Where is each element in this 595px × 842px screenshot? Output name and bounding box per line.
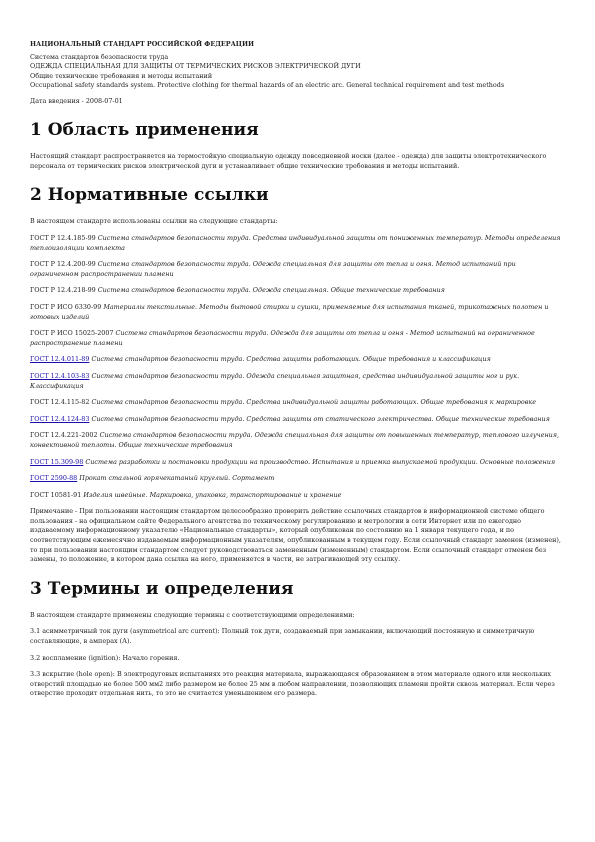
reference-code-link[interactable]: ГОСТ 12.4.124-83	[30, 414, 90, 423]
section-1-heading: 1 Область применения	[30, 120, 259, 141]
reference-item	[30, 398, 563, 408]
introduction-date: Дата введения - 2008-07-01	[30, 97, 123, 106]
reference-code-link[interactable]: ГОСТ 12.4.103-83	[30, 371, 90, 380]
document-header	[30, 40, 563, 106]
term-definition: 3.3 вскрытие (hole open): В электродуговых испытаниях это реакция материала, выражающаяся образованием в этом материале одного или нескольких отверстий площадью не более 500 мм2 либо размером не более 25 мм в любом направлении, позволяющих пламени пройти сквозь материал. Если через отверстие проходит отдельная нить, то это не считается уменьшением его размера.	[30, 670, 555, 698]
reference-item	[30, 415, 563, 425]
reference-title: Изделия швейные. Маркировка, упаковка, транспортирование и хранение	[83, 490, 342, 499]
reference-title: Прокат стальной горячекатаный круглый. Сортамент	[79, 474, 275, 483]
reference-item	[30, 431, 563, 450]
reference-item	[30, 458, 563, 468]
reference-title: Система стандартов безопасности труда. Средства индивидуальной защиты работающих. Общие требования к маркировке	[91, 398, 537, 407]
reference-code-link[interactable]: ГОСТ 12.4.011-89	[30, 355, 90, 364]
reference-code-link[interactable]: ГОСТ 15.309-98	[30, 457, 84, 466]
term-definition: 3.1 асимметричный ток дуги (asymmetrical arc current): Полный ток дуги, создаваемый при замыкании, включающий постоянную и симметричную составляющие, в амперах (А).	[30, 627, 535, 646]
reference-title: Система стандартов безопасности труда. Средства защиты от статического электричества. Общие технические требования	[91, 414, 550, 423]
reference-title: Система стандартов безопасности труда. Одежда специальная для защиты от тепла и огня. Метод испытаний при ограниченном распространении пламени	[30, 260, 516, 278]
section-2-heading: 2 Нормативные ссылки	[30, 185, 269, 206]
document-subtitle: Общие технические требования и методы испытаний	[30, 71, 213, 80]
standards-system-label: Система стандартов безопасности труда	[30, 53, 169, 62]
reference-item	[30, 474, 563, 484]
reference-list	[30, 234, 563, 500]
reference-item	[30, 234, 563, 253]
reference-code: ГОСТ 10581-91	[30, 490, 82, 499]
term-definition: 3.2 воспламение (ignition): Начало горения.	[30, 653, 180, 662]
section-3-intro: В настоящем стандарте применены следующие термины с соответствующими определениями:	[30, 610, 355, 619]
reference-item	[30, 260, 563, 279]
document-title: ОДЕЖДА СПЕЦИАЛЬНАЯ ДЛЯ ЗАЩИТЫ ОТ ТЕРМИЧЕСКИХ РИСКОВ ЭЛЕКТРИЧЕСКОЙ ДУГИ	[30, 62, 361, 71]
reference-title: Система стандартов безопасности труда. Средства защиты работающих. Общие требования и классификация	[91, 355, 491, 364]
reference-title: Система стандартов безопасности труда. Одежда специальная для защиты от повышенных температур, теплового излучения, конвективной теплоты. Общие технические требования	[30, 431, 560, 449]
reference-item	[30, 329, 563, 348]
reference-item	[30, 286, 563, 296]
english-title: Occupational safety standards system. Protective clothing for thermal hazards of an electric arc. General technical requirement and test methods	[30, 80, 505, 89]
section-2-intro: В настоящем стандарте использованы ссылки на следующие стандарты:	[30, 217, 278, 226]
reference-code: ГОСТ 12.4.221-2002	[30, 431, 98, 440]
reference-code-link[interactable]: ГОСТ 2590-88	[30, 474, 78, 483]
reference-code: ГОСТ Р 12.4.200-99	[30, 260, 96, 269]
reference-title: Система разработки и постановки продукции на производство. Испытания и приемка выпускаемой продукции. Основные положения	[85, 457, 556, 466]
section-1-body: Настоящий стандарт распространяется на термостойкую специальную одежду повседневной носки (далее - одежда) для защиты электротехнического персонала от термических рисков электрической дуги и устанавливает общие технические требования и методы испытаний.	[30, 152, 547, 170]
reference-title: Система стандартов безопасности труда. Средства индивидуальной защиты от пониженных температур. Методы определения теплоизоляции комплекта	[30, 234, 561, 252]
terms-list	[30, 627, 563, 699]
section-3-heading: 3 Термины и определения	[30, 578, 294, 599]
reference-title: Система стандартов безопасности труда. Одежда специальная защитная, средства индивидуальной защиты ног и рук. Классификация	[30, 371, 520, 390]
reference-item	[30, 372, 563, 391]
reference-title: Система стандартов безопасности труда. Одежда специальная. Общие технические требования	[97, 286, 445, 295]
national-standard-label: НАЦИОНАЛЬНЫЙ СТАНДАРТ РОССИЙСКОЙ ФЕДЕРАЦИИ	[30, 40, 255, 48]
reference-item	[30, 303, 563, 322]
reference-code: ГОСТ Р 12.4.218-99	[30, 286, 96, 295]
reference-code: ГОСТ 12.4.115-82	[30, 398, 90, 407]
reference-title: Система стандартов безопасности труда. Одежда для защиты от тепла и огня - Метод испытаний на ограниченное распространение пламени	[30, 329, 535, 347]
reference-item	[30, 355, 563, 365]
reference-code: ГОСТ Р ИСО 15025-2007	[30, 329, 114, 338]
section-2-note: Примечание - При пользовании настоящим стандартом целесообразно проверить действие ссылочных стандартов в информационной системе общего пользования - на официальном сайте Федерального агентства по техническому регулированию и метрологии в сети Интернет или по ежегодно издаваемому информационному указателю «Национальные стандарты», который опубликован по состоянию на 1 января текущего года, и по соответствующим ежемесячно издаваемым информационным указателям, опубликованным в текущем году. Если ссылочный стандарт заменен (изменен), то при пользовании настоящим стандартом следует руководствоваться замененным (измененным) стандартом. Если ссылочный стандарт отменен без замены, то положение, в котором дана ссылка на него, применяется в части, не затрагивающей эту ссылку.	[30, 507, 561, 564]
reference-item	[30, 491, 563, 501]
reference-code: ГОСТ Р 12.4.185-99	[30, 234, 96, 242]
reference-code: ГОСТ Р ИСО 6330-99	[30, 302, 102, 311]
reference-title: Материалы текстильные. Методы бытовой стирки и сушки, применяемые для испытания тканей, трикотажных полотен и готовых изделий	[30, 302, 549, 321]
